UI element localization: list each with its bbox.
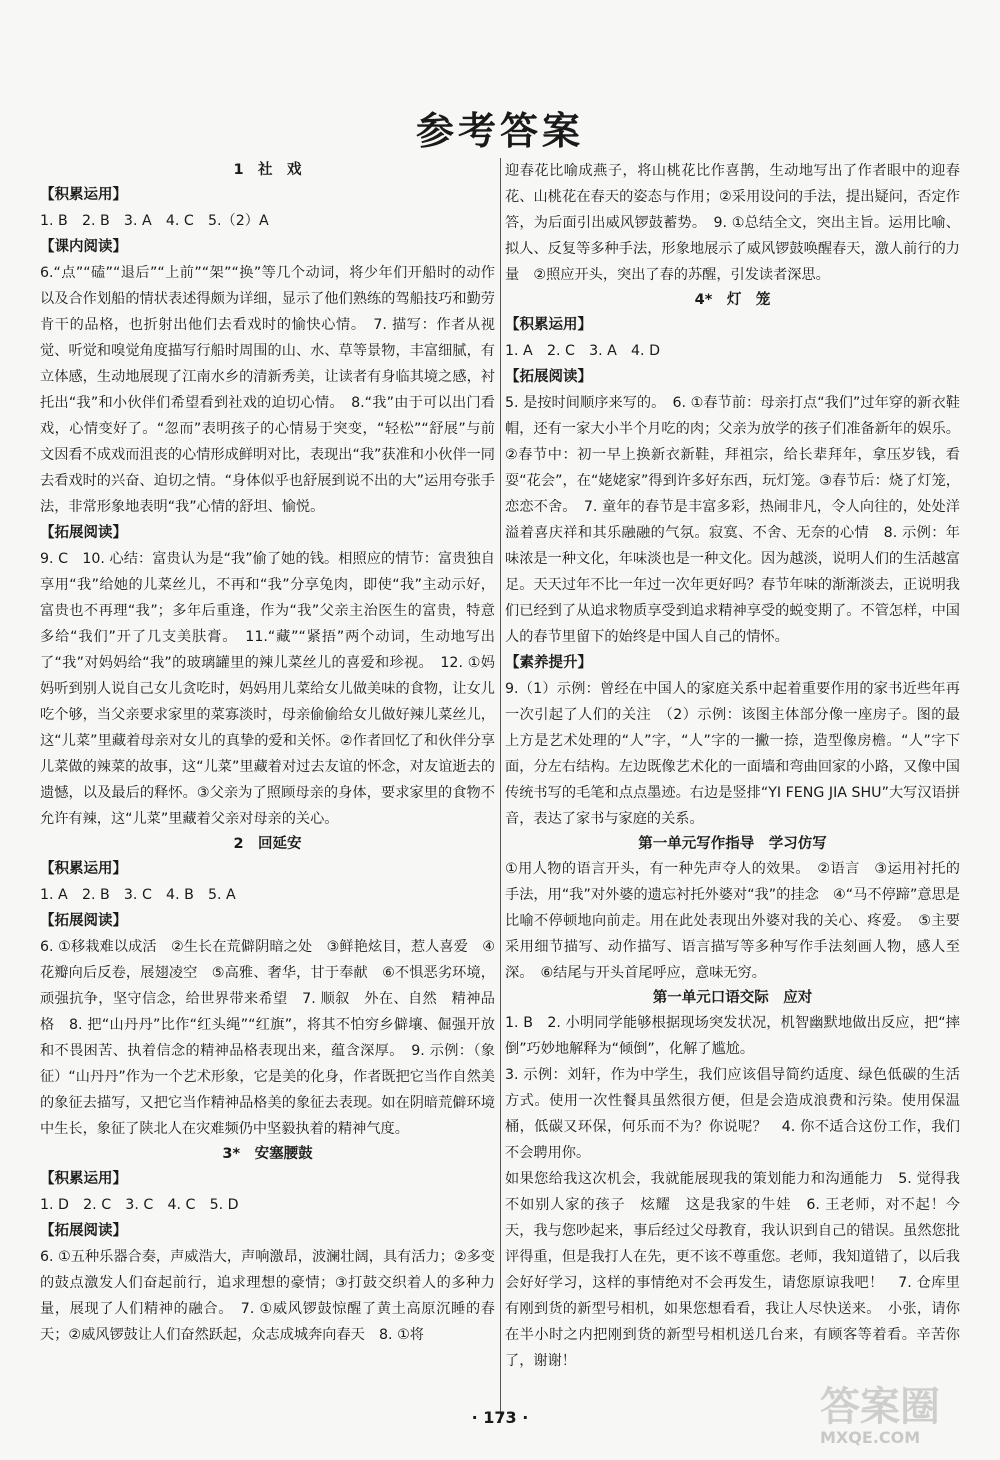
answer-text: 9. C 10. 心结：富贵认为是“我”偷了她的钱。相照应的情节：富贵独自享用“我”给她的儿菜丝儿，不再和“我”分享兔肉，即使“我”主动示好，富贵也不再理“我”；多年后重逢，作为“我”父亲主治医生的富贵，特意多给“我们”开了几支美肤膏。 11.“藏”“紧捂”两个动词，生动地写出了“我”对妈妈给“我”的玻璃罐里的辣儿菜丝儿的喜爱和珍视。 12. ①妈妈听到别人说自己女儿贪吃时，妈妈用儿菜给女儿做美味的食物，让女儿吃个够，当父亲要求家里的菜寡淡时，母亲偷偷给女儿做好辣儿菜丝儿，这“儿菜”里藏着母亲对女儿的真挚的爱和关怀。②作者回忆了和伙伴分享儿菜做的辣菜的故事，这“儿菜”里藏着对过去友谊的怀念，对友谊逝去的遗憾，以及最后的释怀。③父亲为了照顾母亲的身体，要求家里的食物不允许有辣，这“儿菜”里藏着父亲对母亲的关心。 [40,551,495,827]
watermark-logo [820,1375,970,1445]
left-column [40,158,495,1348]
section-label: 【拓展阅读】 [40,525,127,541]
writing-guide-title: 第一单元写作指导 学习仿写 [638,836,827,852]
right-column [505,158,960,1374]
lesson-title-4: 4* 灯 笼 [694,292,771,308]
section-label: 【拓展阅读】 [505,369,592,385]
answer-text: 1. A 2. C 3. A 4. D [505,343,660,359]
answer-text: 6. ①移栽难以成活 ②生长在荒僻阴暗之处 ③鲜艳炫目，惹人喜爱 ④花瓣向后反卷，展翅凌空 ⑤高雅、奢华，甘于奉献 ⑥不惧恶劣环境，顽强抗争，坚守信念，给世界带来希望 7. 顺叙 外在、自然 精神品格 8. 把“山丹丹”比作“红头绳”“红旗”，将其不怕穷乡僻壤、倔强开放和不畏困苦、执着信念的精神品格表现出来，蕴含深厚。 9. 示例：（象征）“山丹丹”作为一个艺术形象，它是美的化身，作者既把它当作自然美的象征去描写，又把它当作精神品格美的象征去表现。如在阴暗荒僻环境中生长，象征了陕北人在灾难频仍中坚毅执着的精神气度。 [40,939,495,1137]
section-label: 【素养提升】 [505,655,592,671]
section-label: 【拓展阅读】 [40,913,127,929]
answer-text: 1. A 2. B 3. C 4. B 5. A [40,887,236,903]
answer-text: 6.“点”“磕”“退后”“上前”“架”“换”等几个动词，将少年们开船时的动作以及合作划船的情状表述得颇为详细，显示了他们熟练的驾船技巧和勤劳肯干的品格，也折射出他们去看戏时的愉快心情。 7. 描写：作者从视觉、听觉和嗅觉角度描写行船时周围的山、水、草等景物，丰富细腻，有立体感，生动地展现了江南水乡的清新秀美，让读者有身临其境之感，衬托出“我”和小伙伴们希望看到社戏的迫切心情。 8.“我”由于可以出门看戏，心情变好了。“忽而”表明孩子的心情易于突变，“轻松”“舒展”与前文因看不成戏而沮丧的心情形成鲜明对比，表现出“我”获准和小伙伴一同去看戏时的兴奋、迫切之情。“身体似乎也舒展到说不出的大”运用夸张手法，非常形象地表明“我”心情的舒坦、愉悦。 [40,265,495,515]
answer-text: ①用人物的语言开头，有一种先声夺人的效果。 ②语言 ③运用衬托的手法，用“我”对外婆的遗忘衬托外婆对“我”的挂念 ④“马不停蹄”意思是比喻不停顿地向前走。用在此处表现出外婆对我的关心、疼爱。 ⑤主要采用细节描写、动作描写、语言描写等多种写作手法刻画人物，感人至深。 ⑥结尾与开头首尾呼应，意味无穷。 [505,861,960,981]
section-label: 【课内阅读】 [40,239,127,255]
lesson-title-1: 1 社 戏 [233,162,302,178]
answer-text: 6. ①五种乐器合奏，声威浩大，声响激昂，波澜壮阔，具有活力；②多变的鼓点激发人们奋起前行，追求理想的豪情；③打鼓交织着人的多种力量，展现了人们精神的融合。 7. ①威风锣鼓惊醒了黄土高原沉睡的春天；②威风锣鼓让人们奋然跃起，众志成城奔向春天 8. ①将 [40,1249,495,1343]
page-title: 参考答案 [415,108,584,153]
answer-text: 9.（1）示例：曾经在中国人的家庭关系中起着重要作用的家书近些年再一次引起了人们的关注 （2）示例：该图主体部分像一座房子。图的最上方是艺术处理的“人”字，“人”字的一撇一捺，造型像房檐。“人”字下面，分左右结构。左边既像艺术化的一面墙和弯曲回家的小路，又像中国传统书写的毛笔和点点墨迹。右边是竖排“YI FENG JIA SHU”大写汉语拼音，表达了家书与家庭的关系。 [505,681,960,827]
lesson-title-3: 3* 安塞腰鼓 [222,1146,313,1162]
answer-text: 1. D 2. C 3. C 4. C 5. D [40,1197,239,1213]
section-label: 【积累运用】 [40,861,127,877]
answer-text: 迎春花比喻成燕子，将山桃花比作喜鹊，生动地写出了作者眼中的迎春花、山桃花在春天的姿态与作用；②采用设问的手法，提出疑问，否定作答，为后面引出威风锣鼓蓄势。 9. ①总结全文，突出主旨。运用比喻、拟人、反复等多种手法，形象地展示了威风锣鼓唤醒春天，激人前行的力量 ②照应开头，突出了春的苏醒，引发读者深思。 [505,163,960,283]
answer-text: 3. 示例：刘轩，作为中学生，我们应该倡导简约适度、绿色低碳的生活方式。使用一次性餐具虽然很方便，但是会造成浪费和污染。使用保温桶，低碳又环保，何乐而不为？你说呢？ 4. 你不适合这份工作，我们不会聘用你。 [505,1067,960,1161]
answer-text: 1. B 2. 小明同学能够根据现场突发状况，机智幽默地做出反应，把“摔倒”巧妙地解释为“倾倒”，化解了尴尬。 [505,1015,960,1057]
oral-communication-title: 第一单元口语交际 应对 [652,990,813,1006]
answer-text: 5. 是按时间顺序来写的。 6. ①春节前：母亲打点“我们”过年穿的新衣鞋帽，还有一家大小半个月吃的肉；父亲为放学的孩子们准备新年的娱乐。②春节中：初一早上换新衣新鞋，拜祖宗，给长辈拜年，拿压岁钱，看耍“花会”，在“姥姥家”得到许多好东西，玩灯笼。③春节后：烧了灯笼，恋恋不舍。 7. 童年的春节是丰富多彩，热闹非凡，令人向往的，处处洋溢着喜庆祥和其乐融融的气氛。寂寞、不舍、无奈的心情 8. 示例：年味浓是一种文化，年味淡也是一种文化。因为越淡，说明人们的生活越富足。天天过年不比一年过一次年更好吗？春节年味的渐渐淡去，正说明我们已经到了从追求物质享受到追求精神享受的蜕变期了。不管怎样，中国人的春节里留下的始终是中国人自己的情怀。 [505,395,960,645]
watermark-bottom: MXQE.COM [820,1428,921,1447]
column-divider [500,158,501,1423]
section-label: 【积累运用】 [40,187,127,203]
watermark-top: 答案圈 [820,1384,940,1430]
section-label: 【积累运用】 [40,1171,127,1187]
answer-text: 如果您给我这次机会，我就能展现我的策划能力和沟通能力 5. 觉得我不如别人家的孩子 炫耀 这是我家的牛娃 6. 王老师，对不起！今天，我与您吵起来，事后经过父母教育，我认识到自己的错误。虽然您批评得重，但是我打人在先，更不该不尊重您。老师，我知道错了，以后我会好好学习，这样的事情绝对不会再发生，请您原谅我吧！ 7. 仓库里有刚到货的新型号相机，如果您想看看，我让人尽快送来。 小张，请你在半小时之内把刚到货的新型号相机送几台来，有顾客等着看。辛苦你了，谢谢！ [505,1171,960,1369]
page-number: · 173 · [471,1408,529,1427]
answer-text: 1. B 2. B 3. A 4. C 5.（2）A [40,213,269,229]
section-label: 【积累运用】 [505,317,592,333]
lesson-title-2: 2 回延安 [233,836,302,852]
section-label: 【拓展阅读】 [40,1223,127,1239]
